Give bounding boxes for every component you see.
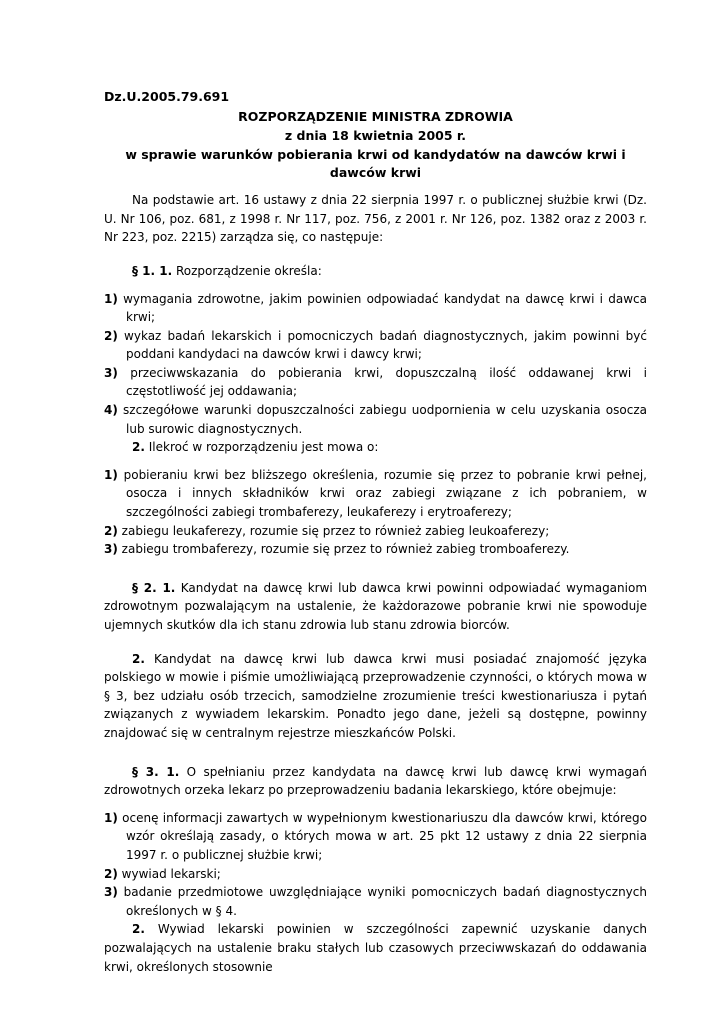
- subsection-text: Wywiad lekarski powinien w szczególności zapewnić uzyskanie danych pozwalających na ustalenie braku stałych lub czasowych przeciwwskazań do oddawania krwi, określonych stosownie: [104, 922, 647, 974]
- section-3-list: [104, 809, 647, 921]
- list-item-number: 3): [104, 542, 118, 557]
- subsection-text: Ilekroć w rozporządzeniu jest mowa o:: [144, 440, 379, 455]
- section-2-marker: § 2. 1.: [132, 580, 176, 595]
- list-item: [104, 364, 647, 401]
- list-item: [104, 809, 647, 865]
- list-item-number: 1): [104, 291, 118, 306]
- section-2-heading-text: Kandydat na dawcę krwi lub dawca krwi powinni odpowiadać wymaganiom zdrowotnym pozwalającym na ustalenie, że każdorazowe pobranie krwi nie spowoduje ujemnych skutków dla ich stanu zdrowia lub stanu zdrowia biorców.: [104, 580, 648, 632]
- list-item-text: badanie przedmiotowe uwzględniające wyniki pomocniczych badań diagnostycznych określonych w § 4.: [123, 885, 647, 918]
- section-1-heading: [104, 262, 647, 281]
- list-item-text: pobieraniu krwi bez bliższego określenia, rozumie się przez to pobranie krwi pełnej, osocza i innych składników krwi oraz zabiegi związane z ich pobraniem, w szczególności zabiegi trombaferezy, leukaferezy i erytroaferezy;: [123, 467, 647, 520]
- section-3-heading: [104, 763, 647, 800]
- paragraph-marker: 2.: [132, 651, 145, 666]
- section-1-subsection-2: [104, 438, 647, 457]
- list-item-text: szczegółowe warunki dopuszczalności zabiegu uodpornienia w celu uzyskania osocza lub surowic diagnostycznych.: [123, 403, 647, 436]
- section-2-paragraph-2: [104, 650, 647, 743]
- title-line-2: z dnia 18 kwietnia 2005 r.: [284, 127, 467, 143]
- list-item-number: 3): [104, 885, 118, 900]
- preamble-paragraph: Na podstawie art. 16 ustawy z dnia 22 sierpnia 1997 r. o publicznej służbie krwi (Dz. U. Nr 106, poz. 681, z 1998 r. Nr 117, poz. 756, z 2001 r. Nr 126, poz. 1382 oraz z 2003 r. Nr 223, poz. 2215) zarządza się, co następuje:: [104, 193, 647, 245]
- section-2-heading: [104, 579, 647, 635]
- list-item: [104, 883, 647, 920]
- list-item-text: zabiegu trombaferezy, rozumie się przez to również zabieg tromboaferezy.: [121, 542, 570, 557]
- list-item: [104, 522, 647, 541]
- list-item-text: przeciwwskazania do pobierania krwi, dopuszczalną ilość oddawanej krwi i częstotliwość jej oddawania;: [126, 365, 647, 399]
- title-line-3: w sprawie warunków pobierania krwi od kandydatów na dawców krwi i: [125, 146, 626, 162]
- list-item-text: zabiegu leukaferezy, rozumie się przez to również zabieg leukoaferezy;: [121, 523, 550, 538]
- list-item-number: 4): [104, 403, 118, 418]
- subsection-marker: 2.: [132, 922, 145, 937]
- section-3-subsection-2: [104, 920, 647, 976]
- paragraph-text: Kandydat na dawcę krwi lub dawca krwi musi posiadać znajomość języka polskiego w mowie i piśmie umożliwiającą przeprowadzenie czynności, o których mowa w § 3, bez udziału osób trzecich, samodzielne zrozumienie treści kwestionariusza i pytań związanych z wywiadem lekarskim. Ponadto jego dane, jeżeli są dostępne, powinny znajdować się w centralnym rejestrze mieszkańców Polski.: [104, 651, 647, 740]
- list-item-number: 3): [104, 365, 118, 380]
- list-item: [104, 466, 647, 522]
- title-line-1: ROZPORZĄDZENIE MINISTRA ZDROWIA: [238, 109, 513, 125]
- list-item: [104, 540, 647, 559]
- section-3-heading-text: O spełnianiu przez kandydata na dawcę krwi lub dawcę krwi wymagań zdrowotnych orzeka lekarz po przeprowadzeniu badania lekarskiego, które obejmuje:: [104, 764, 647, 798]
- list-item-number: 2): [104, 866, 118, 881]
- section-1-list: [104, 290, 647, 439]
- subsection-marker: 2.: [132, 440, 145, 455]
- list-item-number: 1): [104, 467, 118, 482]
- list-item: [104, 401, 647, 438]
- title-line-4: dawców krwi: [329, 165, 422, 181]
- list-item-number: 2): [104, 523, 118, 538]
- list-item-text: wymagania zdrowotne, jakim powinien odpowiadać kandydat na dawcę krwi i dawca krwi;: [123, 291, 647, 325]
- list-item: [104, 327, 647, 364]
- list-item: [104, 865, 647, 884]
- list-item-text: wykaz badań lekarskich i pomocniczych badań diagnostycznych, jakim powinni być poddani kandydaci na dawców krwi i dawcy krwi;: [124, 328, 647, 362]
- list-item-text: ocenę informacji zawartych w wypełnionym kwestionariuszu dla dawców krwi, którego wzór określają zasady, o których mowa w art. 25 pkt 12 ustawy z dnia 22 sierpnia 1997 r. o publicznej służbie krwi;: [122, 810, 647, 862]
- section-1-heading-text: Rozporządzenie określa:: [172, 263, 322, 278]
- section-1-marker: § 1. 1.: [132, 263, 173, 278]
- list-item-text: wywiad lekarski;: [121, 866, 221, 881]
- list-item-number: 2): [104, 328, 118, 343]
- list-item-number: 1): [104, 810, 118, 825]
- document-title: [104, 108, 647, 183]
- section-3-marker: § 3. 1.: [132, 764, 180, 779]
- document-identifier: Dz.U.2005.79.691: [104, 89, 230, 104]
- list-item: [104, 290, 647, 327]
- section-1-subsection-list: [104, 466, 647, 559]
